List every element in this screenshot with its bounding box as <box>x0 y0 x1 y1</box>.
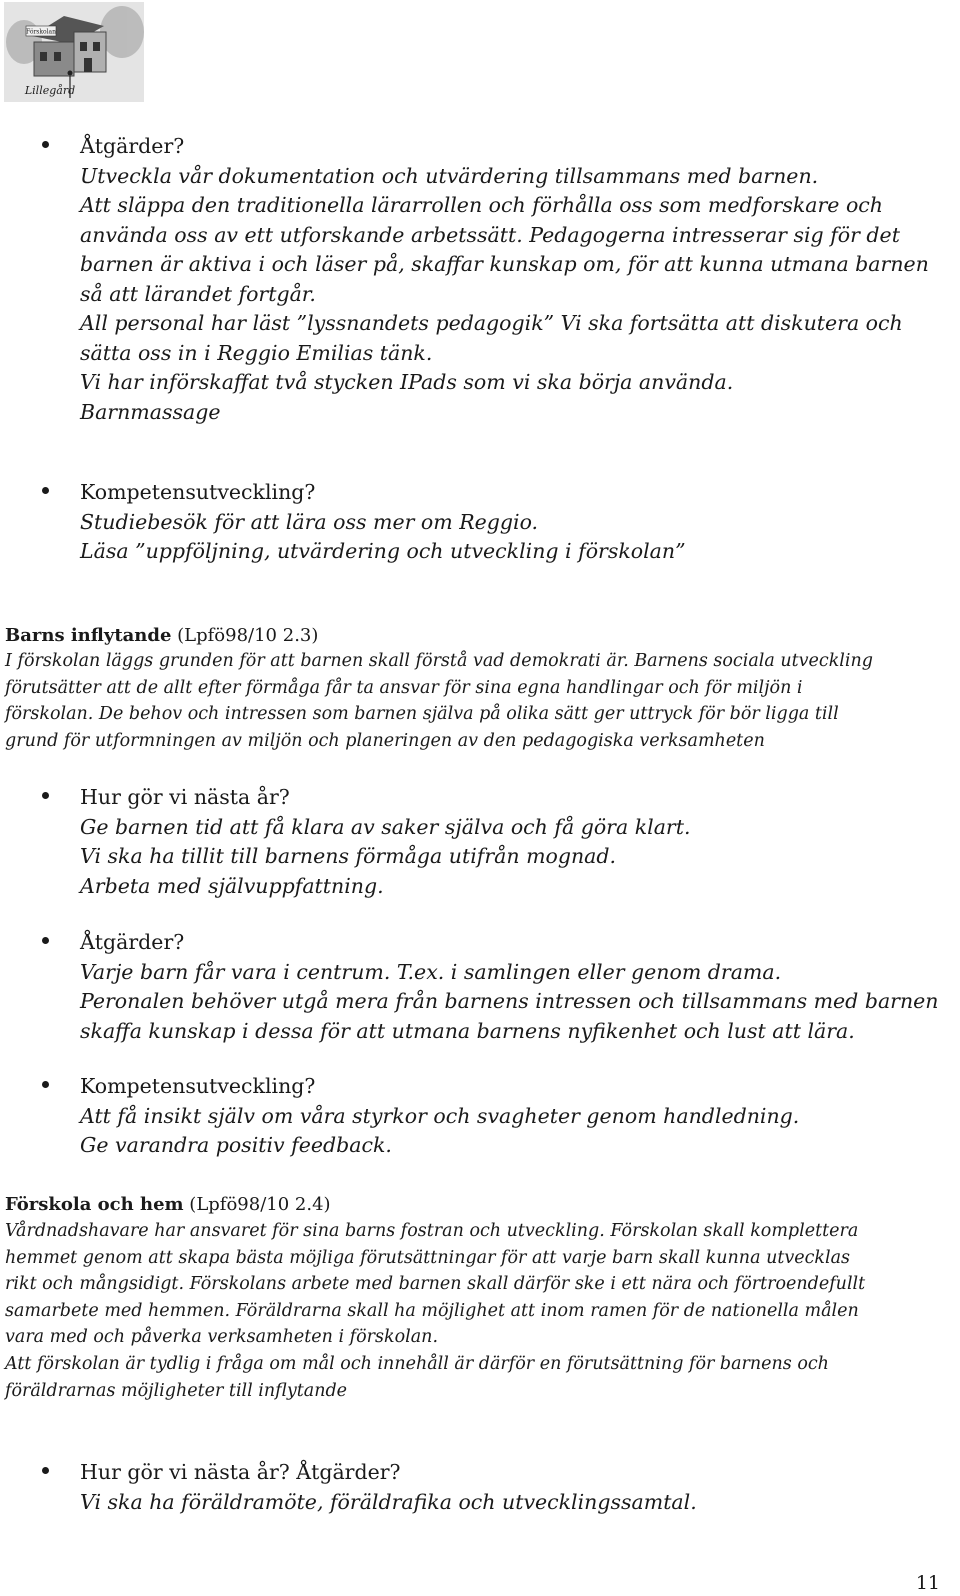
text-line: Att släppa den traditionella lärarrollen och förhålla oss som medforskare och <box>80 193 883 217</box>
text-line: Att förskolan är tydlig i fråga om mål och innehåll är därför en förutsättning för barnens och <box>5 1353 829 1374</box>
text-line: Studiebesök för att lära oss mer om Reggio. <box>80 509 539 534</box>
text-line: förutsätter att de allt efter förmåga får ta ansvar för sina egna handlingar och för miljön i <box>5 677 803 698</box>
bullet-heading: Kompetensutveckling? <box>80 480 316 504</box>
text-line: samarbete med hemmen. Föräldrarna skall ha möjlighet att inom ramen för de nationella målen <box>5 1300 859 1321</box>
svg-text:Förskolan: Förskolan <box>25 28 57 36</box>
bullet-icon <box>42 1467 49 1474</box>
bullet-heading: Åtgärder? <box>80 930 185 954</box>
bullet-atgarder-2 <box>80 928 940 1046</box>
text-line: grund för utformningen av miljön och planeringen av den pedagogiska verksamheten <box>5 730 765 751</box>
bullet-icon <box>42 1081 49 1088</box>
text-line: barnen är aktiva i och läser på, skaffar kunskap om, för att kunna utmana barnen <box>80 252 929 276</box>
text-line: Vi ska ha föräldramöte, föräldrafika och utvecklingssamtal. <box>80 1489 697 1514</box>
bullet-hur-gor-vi-atgarder <box>80 1458 940 1517</box>
section-heading-forskola-och-hem: Förskola och hem (Lpfö98/10 2.4) <box>5 1194 331 1215</box>
text-line: vara med och påverka verksamheten i förskolan. <box>5 1327 439 1348</box>
text-line: Arbeta med självuppfattning. <box>80 873 384 898</box>
bullet-icon <box>42 487 49 494</box>
bullet-hur-gor-vi <box>80 783 940 901</box>
text-line: All personal har läst ”lyssnandets pedagogik” Vi ska fortsätta att diskutera och <box>80 311 903 335</box>
text-line: Utveckla vår dokumentation och utvärdering tillsammans med barnen. <box>80 163 819 188</box>
text-line: sätta oss in i Reggio Emilias tänk. <box>80 340 433 365</box>
text-line: så att lärandet fortgår. <box>80 281 316 306</box>
page-number: 11 <box>915 1572 940 1594</box>
text-line: rikt och mångsidigt. Förskolans arbete med barnen skall därför ske i ett nära och förtroendefullt <box>5 1274 866 1295</box>
text-line: Vi ska ha tillit till barnens förmåga utifrån mognad. <box>80 844 617 868</box>
bullet-heading: Hur gör vi nästa år? <box>80 785 290 809</box>
text-line: I förskolan läggs grunden för att barnen skall förstå vad demokrati är. Barnens sociala utveckling <box>5 651 873 671</box>
bullet-heading: Åtgärder? <box>80 134 185 158</box>
text-line: Läsa ”uppföljning, utvärdering och utveckling i förskolan” <box>80 539 686 563</box>
text-line: hemmet genom att skapa bästa möjliga förutsättningar för att varje barn skall kunna utvecklas <box>5 1247 851 1268</box>
bullet-heading: Hur gör vi nästa år? Åtgärder? <box>80 1460 401 1484</box>
text-line: Peronalen behöver utgå mera från barnens intressen och tillsammans med barnen <box>80 989 939 1013</box>
text-line: Barnmassage <box>80 399 221 424</box>
bullet-heading: Kompetensutveckling? <box>80 1074 316 1098</box>
text-line: Ge barnen tid att få klara av saker själva och få göra klart. <box>80 814 691 839</box>
text-line: Vårdnadshavare har ansvaret för sina barns fostran och utveckling. Förskolan skall komplettera <box>5 1221 859 1241</box>
section-heading-barns-inflytande: Barns inflytande (Lpfö98/10 2.3) <box>5 625 319 646</box>
text-line: Varje barn får vara i centrum. T.ex. i samlingen eller genom drama. <box>80 959 782 984</box>
school-logo <box>4 2 144 102</box>
text-line: föräldrarnas möjligheter till inflytande <box>5 1380 348 1401</box>
bullet-icon <box>42 937 49 944</box>
paragraph-forskola-och-hem <box>5 1218 940 1404</box>
text-line: använda oss av ett utforskande arbetssätt. Pedagogerna intresserar sig för det <box>80 222 900 247</box>
paragraph-barns-inflytande <box>5 648 940 754</box>
text-line: förskolan. De behov och intressen som barnen själva på olika sätt ger uttryck för bör ligga till <box>5 704 839 725</box>
text-line: Att få insikt själv om våra styrkor och svagheter genom handledning. <box>80 1103 800 1128</box>
bullet-kompetensutveckling-1 <box>80 478 940 567</box>
bullet-kompetensutveckling-2 <box>80 1072 940 1161</box>
bullet-icon <box>42 141 49 148</box>
text-line: skaffa kunskap i dessa för att utmana barnens nyfikenhet och lust att lära. <box>80 1018 855 1043</box>
bullet-icon <box>42 792 49 799</box>
text-line: Ge varandra positiv feedback. <box>80 1133 392 1157</box>
svg-text:Lillegård: Lillegård <box>24 84 76 97</box>
bullet-atgarder-1 <box>80 132 940 427</box>
text-line: Vi har införskaffat två stycken IPads som vi ska börja använda. <box>80 370 734 394</box>
